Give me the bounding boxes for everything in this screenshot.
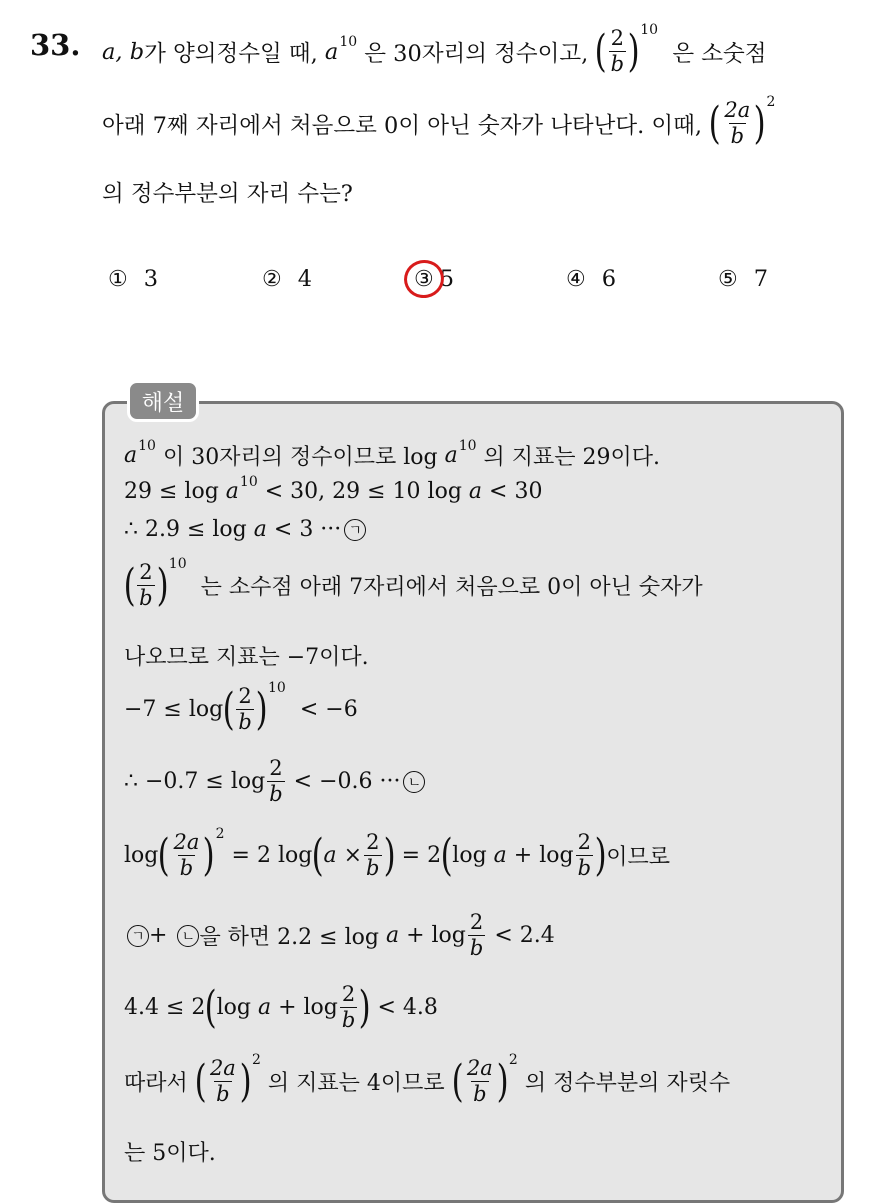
paren-right: ) [496,1055,509,1107]
paren-left: ( [123,559,136,611]
solution-text: 는 소수점 아래 7자리에서 처음으로 0이 아닌 숫자가 [200,575,703,600]
circled-nieun-icon: ㄴ [403,771,425,793]
solution-line-2 [124,473,543,504]
choice-mark: ③ [414,266,434,292]
solution-text: log [124,843,159,868]
paren-left: ( [440,829,453,881]
paren-left: ( [194,1055,207,1107]
solution-text: < 4.8 [377,995,438,1020]
solution-text: 의 지표는 29이다. [483,445,661,470]
denominator: b [366,856,380,880]
solution-line-7 [124,758,425,805]
paren-left: ( [204,981,218,1033]
exponent: 2 [252,1051,261,1068]
choice-mark: ④ [566,266,586,292]
choice-mark: ② [262,266,282,292]
solution-text: log [216,995,251,1020]
solution-text: 는 5이다. [124,1141,216,1166]
solution-text: 을 하면 2.2 ≤ log [199,925,379,950]
paren-left: ( [311,829,324,881]
numerator: 2 [577,830,591,854]
denominator: b [473,1082,487,1106]
numerator: 2 [341,982,356,1006]
numerator: 2 [366,830,380,854]
solution-line-6 [124,679,358,735]
denominator: b [577,856,592,880]
exponent: 10 [168,555,187,572]
fraction-2-over-b [364,832,381,879]
solution-text: log [452,843,487,868]
var-a: a [444,443,458,468]
numerator: 2a [724,98,751,122]
solution-text: ∴ 2.9 ≤ log [124,517,247,542]
solution-line-10 [124,981,438,1033]
solution-text: + log [513,843,574,868]
denominator: b [238,710,252,734]
exponent: 10 [268,679,286,696]
question-number: 33. [30,28,81,62]
fraction-2-over-b [576,832,593,879]
exponent: 10 [339,33,358,50]
solution-text: + [149,923,168,948]
var-a: a [257,995,272,1020]
choice-value: 4 [297,266,313,292]
solution-line-4 [123,555,703,611]
fraction-2a-over-b [465,1058,495,1105]
paren-right: ) [358,981,371,1033]
fraction-2a-over-b [172,832,202,879]
numerator: 2 [238,684,252,708]
fraction-2-over-b [340,984,357,1031]
exponent: 10 [458,437,477,454]
choice-mark: ⑤ [718,266,738,292]
var-a: a [468,479,483,504]
solution-text: = 2 log [231,843,313,868]
solution-text: 의 지표는 4이므로 [267,1071,445,1096]
question-text: 의 정수부분의 자리 수는? [102,181,353,207]
var-a: a [493,843,507,868]
solution-text: = 2 [401,843,442,868]
fraction-2-over-b [609,28,626,75]
paren-right: ) [239,1055,252,1107]
fraction-2a-over-b [208,1058,238,1105]
solution-text: 이 30자리의 정수이므로 log [162,445,438,470]
fraction-2-over-b [137,562,154,609]
solution-line-9 [124,912,555,959]
paren-right: ) [383,829,396,881]
choice-5[interactable] [718,266,768,292]
solution-text: < 30, 29 ≤ 10 log [264,479,462,504]
numerator: 2a [466,1056,493,1080]
solution-text: ∴ −0.7 ≤ log [124,769,266,794]
denominator: b [610,52,625,76]
exponent: 2 [766,93,776,110]
denominator: b [469,936,484,960]
circled-nieun-icon: ㄴ [177,925,199,947]
var-a: a [253,517,267,542]
solution-line-3 [124,517,366,542]
var-a: a [225,479,239,504]
circled-giyeok-icon: ㄱ [127,925,149,947]
numerator: 2 [469,910,484,934]
var-a: a [124,443,138,468]
numerator: 2 [610,26,624,50]
solution-tag: 해설 [127,380,199,422]
paren-left: ( [708,97,721,149]
fraction-2-over-b [236,686,253,733]
question-text: 가 양의정수일 때, [144,40,318,67]
solution-text: 이므로 [606,845,670,870]
denominator: b [341,1008,356,1032]
question-text: 은 30자리의 정수이고, [364,40,589,67]
exponent: 10 [640,21,659,38]
exponent: 2 [508,1051,518,1068]
paren-left: ( [222,683,235,735]
denominator: b [269,782,283,806]
solution-text: < 2.4 [494,923,555,948]
numerator: 2 [139,560,153,584]
exponent: 10 [138,437,156,454]
solution-text: × [343,843,363,868]
paren-right: ) [753,97,766,149]
solution-text: < 30 [489,479,543,504]
denominator: b [216,1082,230,1106]
question-line-1 [102,21,767,77]
circled-giyeok-icon: ㄱ [344,519,366,541]
solution-text: < 3 ··· [273,517,342,542]
numerator: 2a [209,1056,236,1080]
denominator: b [730,124,745,148]
solution-line-11 [124,1051,731,1107]
solution-text: 나오므로 지표는 −7이다. [124,645,369,670]
solution-text: −7 ≤ log [124,697,224,722]
question-line-2 [102,93,776,149]
choice-value: 6 [601,266,617,292]
choice-value: 7 [753,266,769,292]
paren-right: ) [156,559,169,611]
var-a: a [324,38,339,65]
solution-line-5 [124,640,369,671]
var-ab: a, b [102,38,145,65]
choice-2[interactable] [262,266,312,292]
solution-text: 따라서 [124,1071,188,1096]
fraction-2-over-b [267,758,284,805]
numerator: 2a [173,830,200,854]
paren-left: ( [594,25,608,77]
solution-line-1 [124,437,661,471]
denominator: b [179,856,194,880]
solution-text: 29 ≤ log [124,479,219,504]
choice-mark: ① [108,266,128,292]
paren-right: ) [594,829,607,881]
solution-text: < −6 [299,697,358,722]
choice-4[interactable] [566,266,616,292]
question-line-3 [102,176,353,208]
exponent: 10 [239,473,258,490]
solution-text: 4.4 ≤ 2 [124,995,206,1020]
fraction-2a-over-b [722,100,752,147]
exponent: 2 [215,825,225,842]
paren-left: ( [451,1055,464,1107]
paren-right: ) [627,25,640,77]
choice-1[interactable] [108,266,158,292]
var-a: a [385,923,400,948]
question-text: 은 소숫점 [672,40,767,67]
solution-text: + log [406,923,466,948]
numerator: 2 [269,756,283,780]
solution-text: + log [278,995,338,1020]
choice-value: 3 [143,266,159,292]
denominator: b [139,586,153,610]
solution-text: 의 정수부분의 자릿수 [524,1071,731,1096]
var-a: a [323,843,337,868]
paren-left: ( [157,829,170,881]
choice-value: 5 [439,266,455,292]
question-text: 아래 7째 자리에서 처음으로 0이 아닌 숫자가 나타난다. 이때, [102,112,703,139]
solution-text: < −0.6 ··· [293,769,401,794]
solution-line-12 [124,1136,216,1167]
paren-right: ) [203,829,216,881]
solution-line-8 [124,825,670,881]
fraction-2-over-b [468,912,485,959]
paren-right: ) [255,683,268,735]
